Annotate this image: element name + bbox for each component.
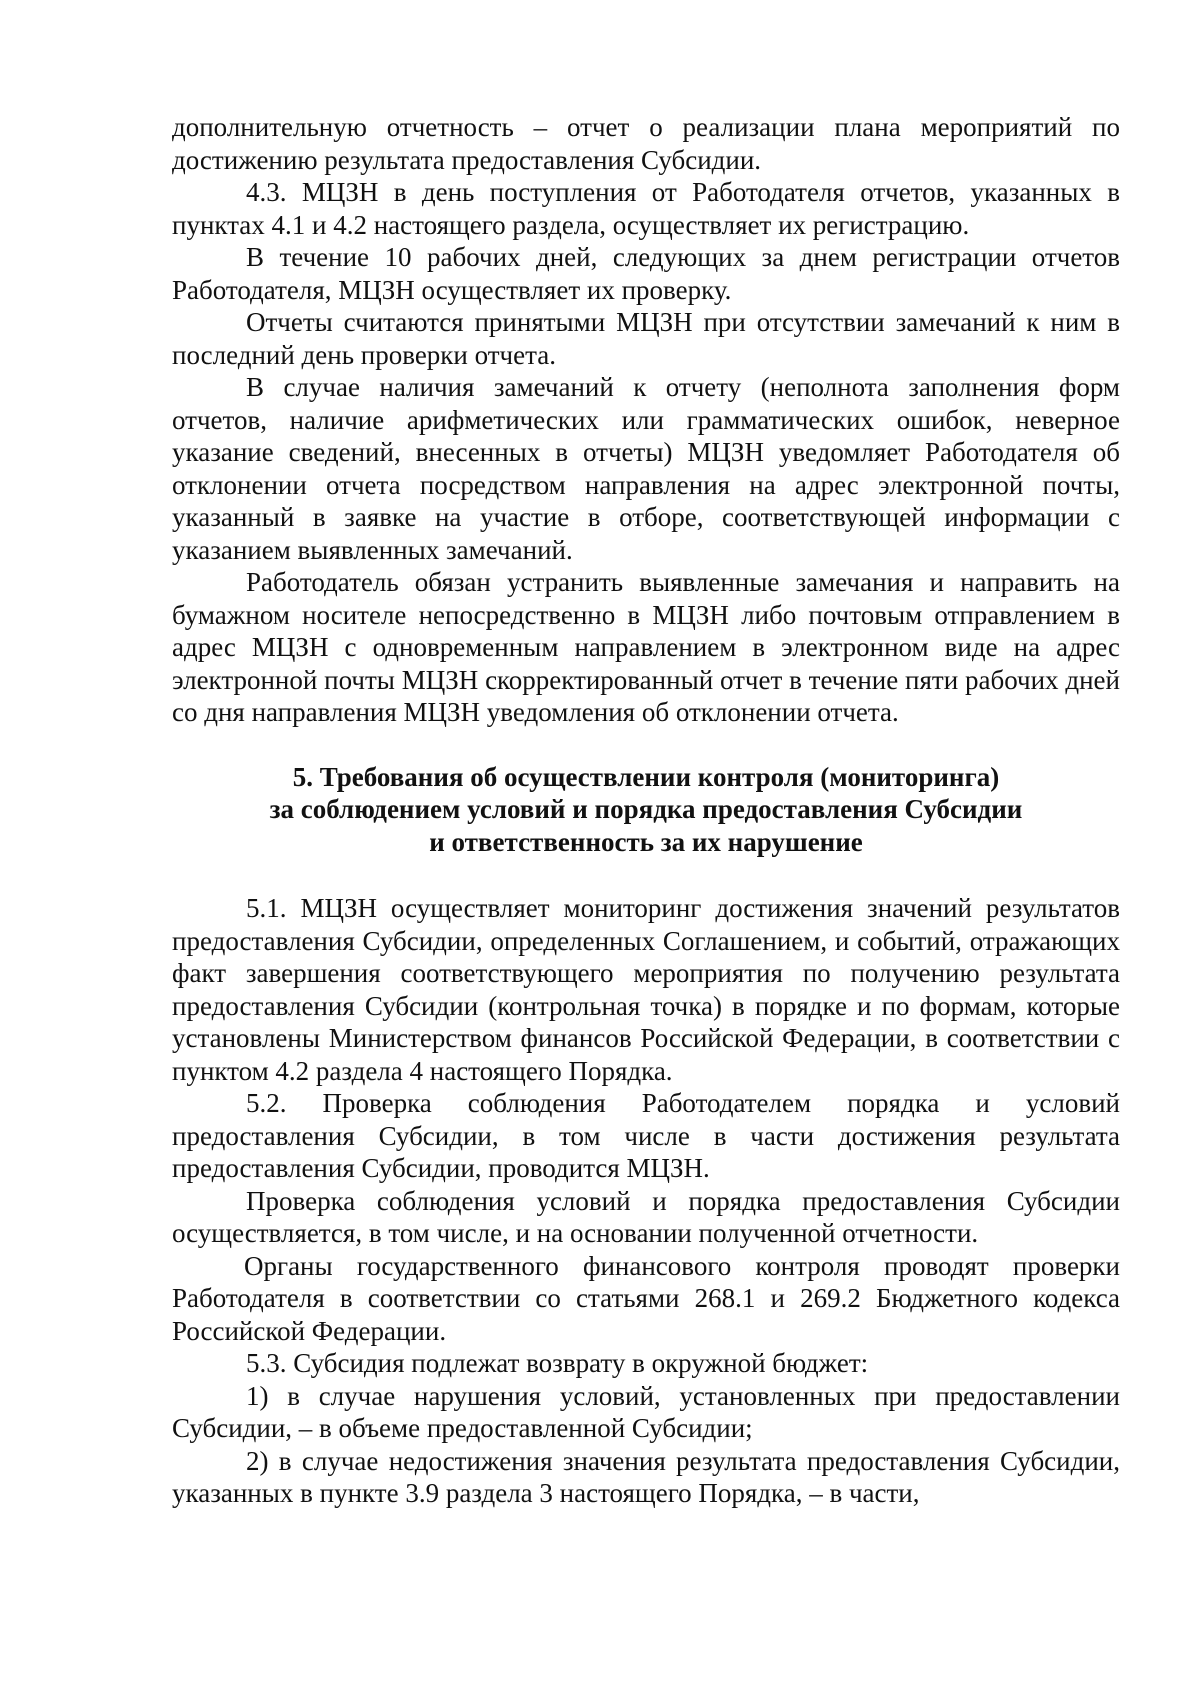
- paragraph-5-1: 5.1. МЦЗН осуществляет мониторинг достижения значений результатов предоставления Субсидии, определенных Соглашением, и событий, отражающих факт завершения соответствующего мероприятия по получению результата предоставления Субсидии (контрольная точка) в порядке и по формам, которые установлены Министерством финансов Российской Федерации, в соответствии с пунктом 4.2 раздела 4 настоящего Порядка.: [172, 893, 1120, 1086]
- section-5-heading: [172, 761, 1120, 859]
- list-item-2: 2) в случае недостижения значения результата предоставления Субсидии, указанных в пункте 3.9 раздела 3 настоящего Порядка, – в части,: [172, 1445, 1120, 1508]
- paragraph-5-3: 5.3. Субсидия подлежат возврату в окружной бюджет:: [246, 1348, 869, 1378]
- paragraph-reporting-continuation: дополнительную отчетность – отчет о реализации плана мероприятий по достижению результата предоставления Субсидии.: [172, 112, 1120, 175]
- paragraph-reports-accepted: Отчеты считаются принятыми МЦЗН при отсутствии замечаний к ним в последний день проверки отчета.: [172, 307, 1120, 370]
- paragraph-financial-control: Органы государственного финансового контроля проводят проверки Работодателя в соответствии со статьями 268.1 и 269.2 Бюджетного кодекса Российской Федерации.: [172, 1250, 1120, 1346]
- section-heading-line-2: за соблюдением условий и порядка предоставления Субсидии: [269, 794, 1023, 824]
- paragraph-review-period: В течение 10 рабочих дней, следующих за днем регистрации отчетов Работодателя, МЦЗН осуществляет их проверку.: [172, 242, 1120, 305]
- paragraph-4-3: 4.3. МЦЗН в день поступления от Работодателя отчетов, указанных в пунктах 4.1 и 4.2 настоящего раздела, осуществляет их регистрацию.: [172, 177, 1120, 240]
- paragraph-5-2: 5.2. Проверка соблюдения Работодателем порядка и условий предоставления Субсидии, в том числе в части достижения результата предоставления Субсидии, проводится МЦЗН.: [172, 1088, 1120, 1183]
- paragraph-compliance-check: Проверка соблюдения условий и порядка предоставления Субсидии осуществляется, в том числе, и на основании полученной отчетности.: [172, 1185, 1120, 1248]
- section-heading-line-3: и ответственность за их нарушение: [429, 826, 863, 857]
- section-heading-line-1: 5. Требования об осуществлении контроля (мониторинга): [292, 761, 1000, 792]
- paragraph-employer-obligation: Работодатель обязан устранить выявленные замечания и направить на бумажном носителе непосредственно в МЦЗН либо почтовым отправлением в адрес МЦЗН с одновременным направлением в электронном виде на адрес электронной почты МЦЗН скорректированный отчет в течение пяти рабочих дней со дня направления МЦЗН уведомления об отклонении отчета.: [172, 567, 1120, 727]
- list-item-1: 1) в случае нарушения условий, установленных при предоставлении Субсидии, – в объеме предоставленной Субсидии;: [172, 1380, 1120, 1443]
- document-page: [172, 111, 1120, 1510]
- paragraph-remarks: В случае наличия замечаний к отчету (неполнота заполнения форм отчетов, наличие арифметических или грамматических ошибок, неверное указание сведений, внесенных в отчеты) МЦЗН уведомляет Работодателя об отклонении отчета посредством направления на адрес электронной почты, указанный в заявке на участие в отборе, соответствующей информации с указанием выявленных замечаний.: [172, 372, 1120, 565]
